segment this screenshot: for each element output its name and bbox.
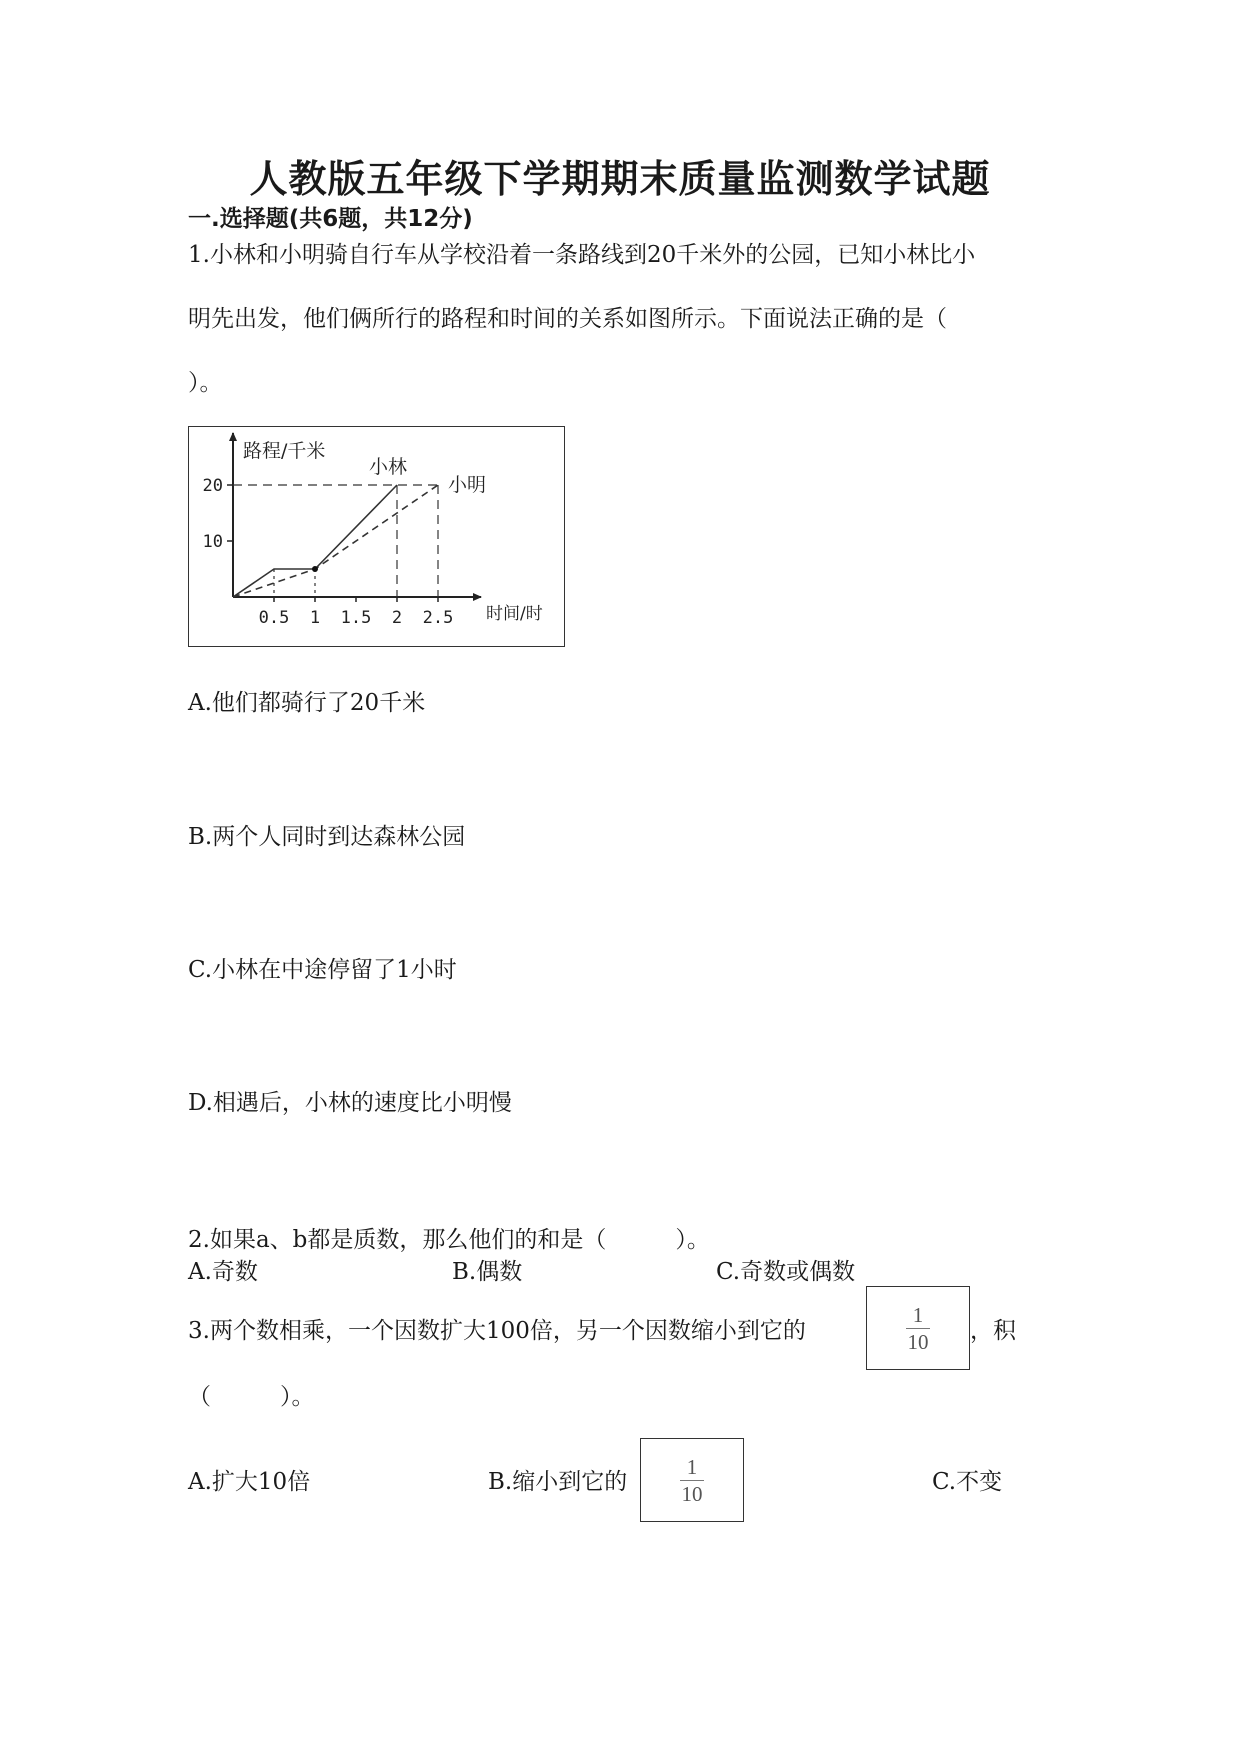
- q3-option-b[interactable]: B.缩小到它的: [488, 1469, 628, 1495]
- q3-option-c[interactable]: C.不变: [932, 1469, 1003, 1495]
- fraction-denominator: 10: [681, 1481, 703, 1506]
- section-heading: 一.选择题(共6题，共12分): [188, 206, 473, 232]
- fraction-numerator: 1: [912, 1302, 924, 1327]
- q3-option-a[interactable]: A.扩大10倍: [188, 1469, 311, 1495]
- series-label: 小明: [448, 474, 487, 496]
- fraction-denominator: 10: [907, 1329, 929, 1354]
- q2-stem: 2.如果a、b都是质数，那么他们的和是（ ）。: [188, 1227, 710, 1253]
- y-tick-label: 10: [202, 532, 223, 552]
- q2-option-c[interactable]: C.奇数或偶数: [716, 1259, 856, 1285]
- q2-option-b[interactable]: B.偶数: [452, 1259, 523, 1285]
- q1-stem-line1: 1.小林和小明骑自行车从学校沿着一条路线到20千米外的公园，已知小林比小: [188, 242, 976, 268]
- q1-option-c[interactable]: C.小林在中途停留了1小时: [188, 957, 457, 983]
- distance-time-chart: [188, 426, 565, 647]
- x-axis-label: 时间/时: [486, 604, 543, 624]
- x-tick-label: 2: [391, 608, 403, 628]
- x-tick-label: 0.5: [258, 608, 290, 628]
- series-line-xiaolin: [233, 485, 397, 597]
- fraction-box-option-b: [640, 1438, 744, 1522]
- meeting-point: [312, 566, 318, 572]
- chart-svg: [189, 427, 564, 646]
- q1-stem-line2: 明先出发，他们俩所行的路程和时间的关系如图所示。下面说法正确的是（: [188, 306, 947, 332]
- series-line-xiaoming: [233, 485, 438, 597]
- y-tick-label: 20: [202, 476, 223, 496]
- x-tick-label: 2.5: [422, 608, 454, 628]
- page-title: 人教版五年级下学期期末质量监测数学试题: [249, 156, 991, 201]
- q1-option-a[interactable]: A.他们都骑行了20千米: [188, 690, 426, 716]
- q1-option-d[interactable]: D.相遇后，小林的速度比小明慢: [188, 1090, 512, 1116]
- q3-stem: 3.两个数相乘，一个因数扩大100倍，另一个因数缩小到它的: [188, 1318, 806, 1344]
- fraction-bar: [906, 1328, 930, 1329]
- q2-option-a[interactable]: A.奇数: [188, 1259, 258, 1285]
- x-tick-label: 1: [309, 608, 321, 628]
- fraction-bar: [680, 1480, 704, 1481]
- series-label: 小林: [369, 456, 408, 478]
- x-tick-label: 1.5: [340, 608, 372, 628]
- fraction-box: [866, 1286, 970, 1370]
- q1-stem-line3: ）。: [188, 370, 223, 396]
- q3-stem-tail: ，积: [970, 1318, 1016, 1344]
- q1-option-b[interactable]: B.两个人同时到达森林公园: [188, 824, 466, 850]
- y-axis-label: 路程/千米: [243, 440, 326, 462]
- fraction-numerator: 1: [686, 1454, 698, 1479]
- q3-blank: （ ）。: [188, 1384, 315, 1410]
